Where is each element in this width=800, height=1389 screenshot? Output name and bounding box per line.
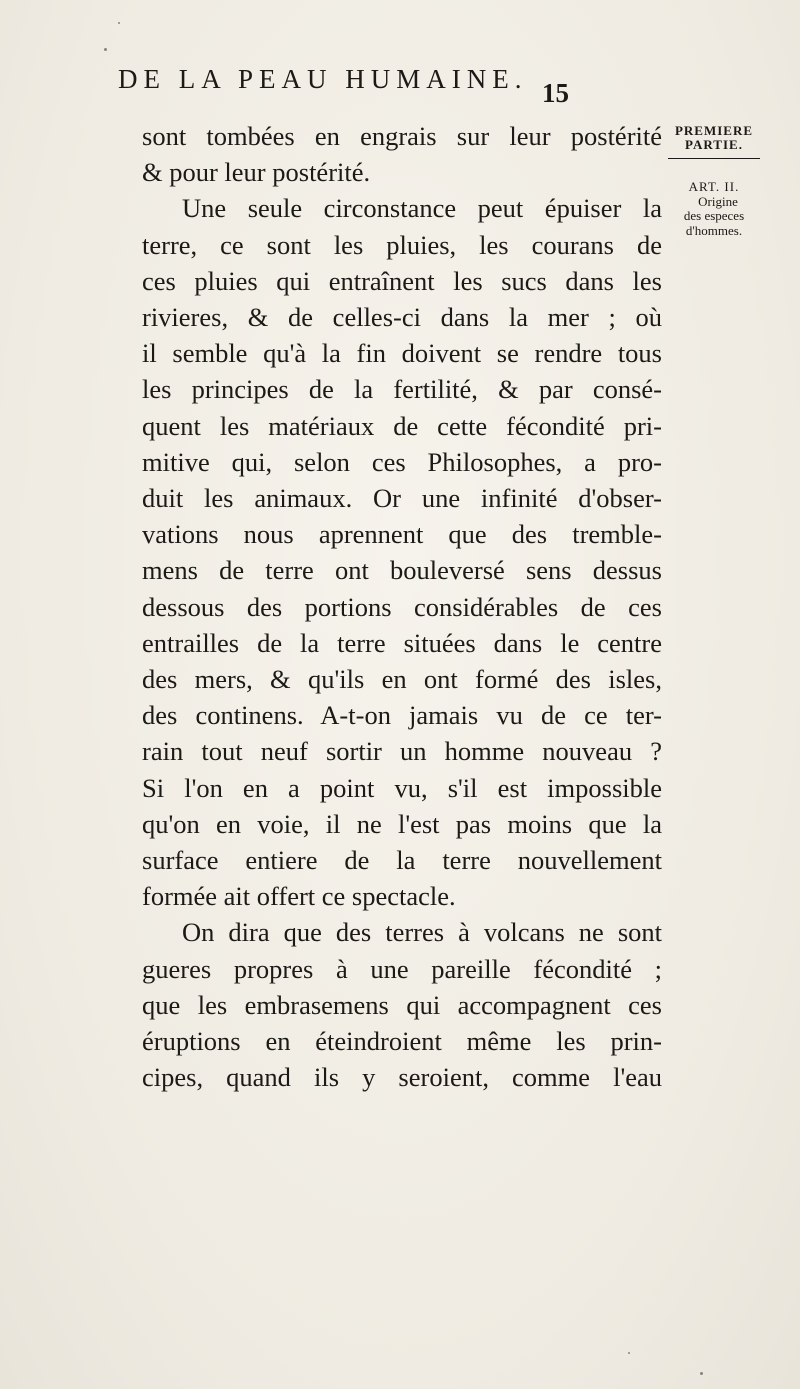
margin-article-title-line: Origine bbox=[698, 193, 738, 209]
body-text bbox=[142, 118, 662, 1095]
running-title: DE LA PEAU HUMAINE. bbox=[118, 64, 528, 94]
text-line: rain tout neuf sortir un homme nouveau ? bbox=[142, 736, 662, 767]
text-line: duit les animaux. Or une infinité d'obser- bbox=[142, 483, 662, 514]
margin-article-title-line: d'hommes. bbox=[685, 222, 743, 238]
text-line: dessous des portions considérables de ces bbox=[142, 591, 662, 622]
text-line: Si l'on en a point vu, s'il est impossible bbox=[142, 772, 662, 803]
text-line: Une seule circonstance peut épuiser la bbox=[182, 193, 662, 224]
paper-speck bbox=[118, 22, 120, 24]
margin-rule bbox=[668, 158, 760, 159]
text-line: que les embrasemens qui accompagnent ces bbox=[142, 989, 662, 1020]
text-line: mitive qui, selon ces Philosophes, a pro- bbox=[142, 446, 662, 477]
text-line: des continens. A-t-on jamais vu de ce ter- bbox=[142, 700, 662, 731]
text-line: éruptions en éteindroient même les prin- bbox=[142, 1026, 662, 1057]
text-line: terre, ce sont les pluies, les courans de bbox=[142, 229, 662, 260]
margin-article-number: ART. II. bbox=[688, 179, 740, 194]
text-line: des mers, & qu'ils en ont formé des isles, bbox=[142, 664, 662, 695]
text-line: cipes, quand ils y seroient, comme l'eau bbox=[142, 1062, 662, 1093]
text-line: les principes de la fertilité, & par consé- bbox=[142, 374, 662, 405]
text-line: ces pluies qui entraînent les sucs dans les bbox=[142, 265, 662, 296]
text-line: rivieres, & de celles-ci dans la mer ; où bbox=[142, 302, 662, 333]
text-line: mens de terre ont bouleversé sens dessus bbox=[142, 555, 662, 586]
text-line: gueres propres à une pareille fécondité ; bbox=[142, 953, 662, 984]
margin-article-title-line: des especes bbox=[683, 208, 745, 223]
text-line: quent les matériaux de cette fécondité pri- bbox=[142, 410, 662, 441]
text-line: formée ait offert ce spectacle. bbox=[142, 881, 456, 912]
text-line: & pour leur postérité. bbox=[142, 157, 371, 188]
text-line: il semble qu'à la fin doivent se rendre tous bbox=[142, 338, 662, 369]
paper-speck bbox=[700, 1372, 703, 1375]
page-number: 15 bbox=[542, 78, 569, 108]
text-line: sont tombées en engrais sur leur postérité bbox=[142, 121, 662, 151]
margin-section-text: PREMIERE PARTIE. bbox=[674, 123, 754, 152]
text-line: On dira que des terres à volcans ne sont bbox=[182, 917, 662, 948]
text-line: surface entiere de la terre nouvellement bbox=[142, 845, 662, 876]
paper-speck bbox=[628, 1352, 630, 1354]
text-line: vations nous aprennent que des tremble- bbox=[142, 519, 662, 550]
text-line: qu'on en voie, il ne l'est pas moins que la bbox=[142, 808, 662, 839]
text-line: entrailles de la terre situées dans le centre bbox=[142, 627, 662, 658]
margin-article-note bbox=[664, 180, 764, 238]
running-header bbox=[118, 64, 678, 104]
margin-section-label bbox=[664, 124, 764, 159]
paper-speck bbox=[104, 48, 107, 51]
